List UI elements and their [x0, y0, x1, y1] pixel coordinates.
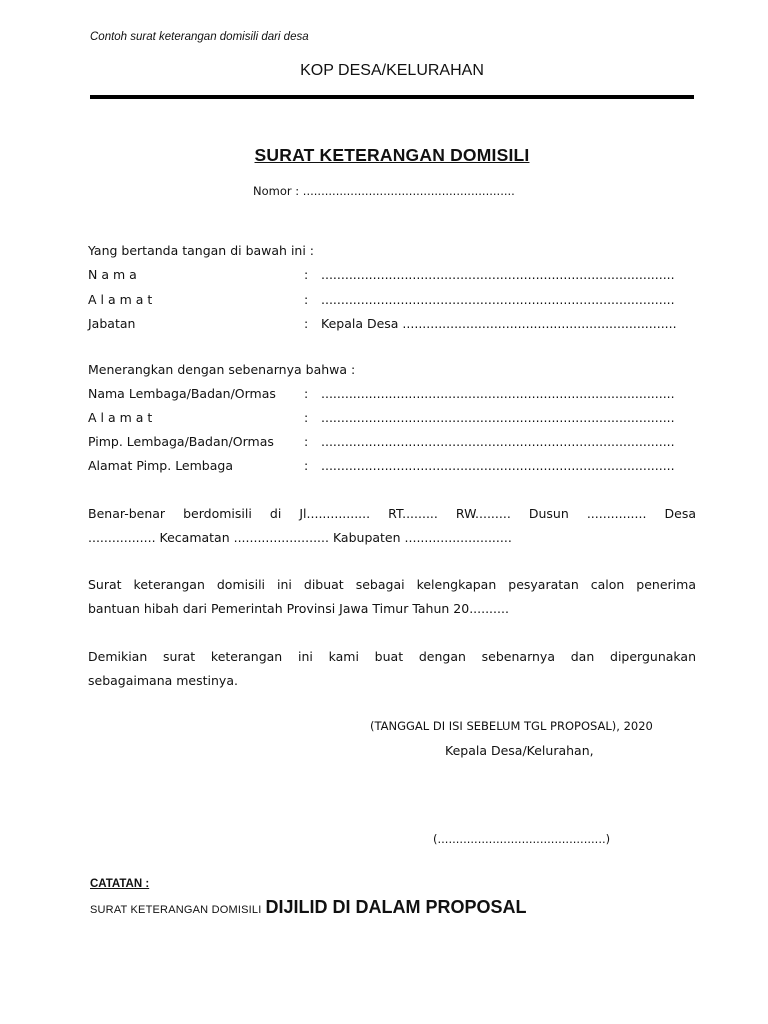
field-value: .........................................................................................	[321, 267, 675, 282]
paragraph-line: ................. Kecamatan ........................ Kabupaten ...........................	[88, 530, 512, 545]
note-heading: CATATAN :	[90, 878, 150, 890]
document-caption: Contoh surat keterangan domisili dari desa	[90, 31, 309, 43]
section1-intro: Yang bertanda tangan di bawah ini :	[88, 243, 315, 258]
field-colon: :	[304, 316, 309, 331]
field-label: A l a m a t	[88, 410, 153, 425]
letterhead-kop: KOP DESA/KELURAHAN	[300, 62, 484, 79]
paragraph-line: bantuan hibah dari Pemerintah Provinsi Jawa Timur Tahun 20..........	[88, 601, 509, 616]
field-colon: :	[304, 458, 309, 473]
letterhead-rule	[90, 95, 694, 99]
field-label: Alamat Pimp. Lembaga	[88, 458, 233, 473]
note-small-text: SURAT KETERANGAN DOMISILI	[90, 904, 262, 916]
letter-number: Nomor : ..........................................................	[253, 184, 515, 198]
paragraph-line: Surat keterangan domisili ini dibuat sebagai kelengkapan pesyaratan calon penerima	[88, 577, 696, 592]
field-value: .........................................................................................	[321, 458, 675, 473]
field-colon: :	[304, 386, 309, 401]
note-big-text: DIJILID DI DALAM PROPOSAL	[265, 897, 527, 917]
field-colon: :	[304, 292, 309, 307]
field-colon: :	[304, 410, 309, 425]
paragraph-domicile	[88, 502, 696, 550]
field-value: .........................................................................................	[321, 434, 675, 449]
field-colon: :	[304, 267, 309, 282]
note-text	[90, 897, 526, 918]
field-colon: :	[304, 434, 309, 449]
paragraph-purpose	[88, 573, 696, 621]
field-label: N a m a	[88, 267, 137, 282]
field-value: .........................................................................................	[321, 386, 675, 401]
paragraph-closing	[88, 645, 696, 693]
field-label: Nama Lembaga/Badan/Ormas	[88, 386, 276, 401]
field-value: .........................................................................................	[321, 292, 675, 307]
paragraph-line: Demikian surat keterangan ini kami buat dengan sebenarnya dan dipergunakan	[88, 649, 696, 664]
signature-date: (TANGGAL DI ISI SEBELUM TGL PROPOSAL), 2020	[370, 719, 653, 733]
letter-title: SURAT KETERANGAN DOMISILI	[254, 145, 530, 165]
field-value: .........................................................................................	[321, 410, 675, 425]
signature-position: Kepala Desa/Kelurahan,	[445, 743, 594, 758]
field-label: A l a m a t	[88, 292, 153, 307]
paragraph-line: Benar-benar berdomisili di Jl................ RT......... RW......... Dusun ............... Desa	[88, 506, 696, 521]
section2-intro: Menerangkan dengan sebenarnya bahwa :	[88, 362, 356, 377]
field-label: Jabatan	[88, 316, 136, 331]
paragraph-line: sebagaimana mestinya.	[88, 673, 238, 688]
field-value: Kepala Desa .....................................................................	[321, 316, 677, 331]
signature-name-placeholder: (..............................................)	[433, 832, 611, 846]
field-label: Pimp. Lembaga/Badan/Ormas	[88, 434, 274, 449]
